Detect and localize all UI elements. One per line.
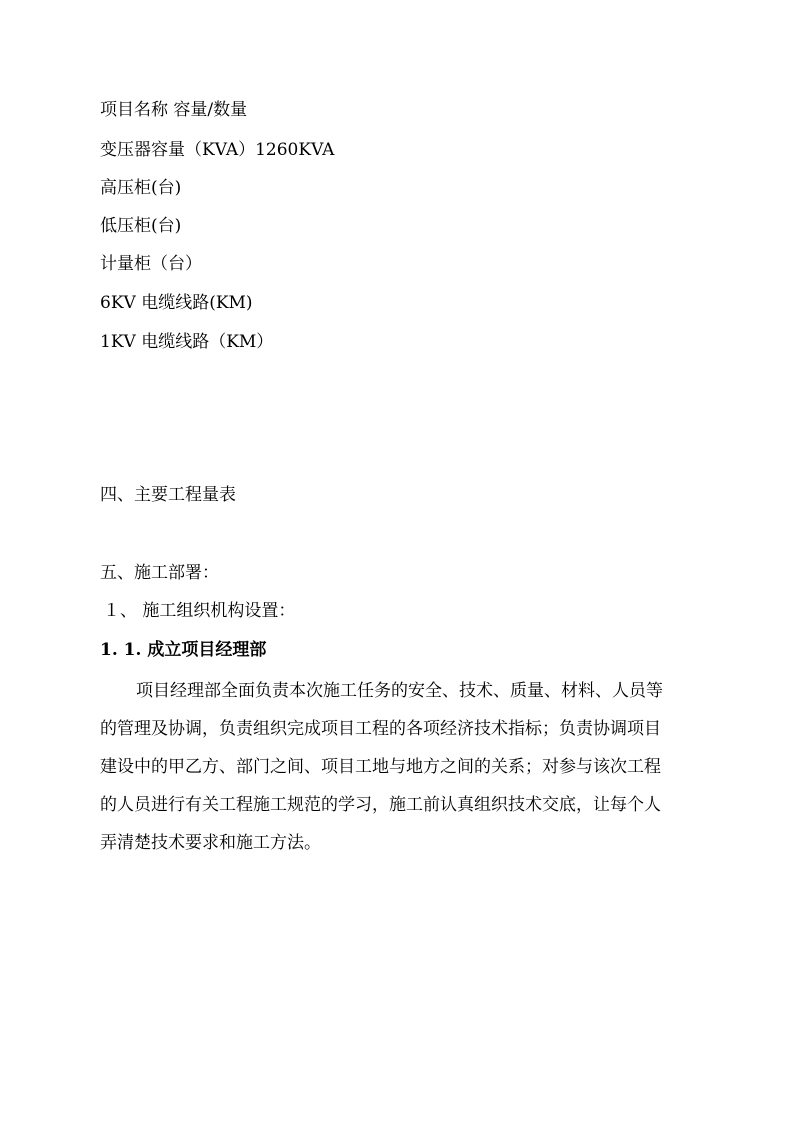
low-voltage-cabinet-line: 低压柜(台)	[100, 216, 182, 236]
high-voltage-cabinet-line: 高压柜(台)	[100, 178, 182, 198]
paragraph-line: 弄清楚技术要求和施工方法。	[100, 833, 321, 853]
paragraph-line: 的人员进行有关工程施工规范的学习，施工前认真组织技术交底，让每个人	[100, 795, 661, 815]
table-header-line: 项目名称 容量/数量	[100, 100, 248, 120]
paragraph-line: 项目经理部全面负责本次施工任务的安全、技术、质量、材料、人员等	[136, 681, 663, 701]
subsection-1-1-heading: 1. 1. 成立项目经理部	[100, 640, 267, 660]
paragraph-line: 的管理及协调，负责组织完成项目工程的各项经济技术指标；负责协调项目	[100, 719, 661, 739]
metering-cabinet-line: 计量柜（台）	[100, 254, 202, 274]
transformer-capacity-line: 变压器容量（KVA）1260KVA	[100, 140, 335, 160]
subsection-1-heading: １、 施工组织机构设置：	[103, 601, 296, 621]
cable-6kv-line: 6KV 电缆线路(KM)	[100, 293, 253, 313]
project-department-paragraph	[100, 672, 715, 862]
section-4-heading: 四、主要工程量表	[100, 485, 236, 505]
section-5-heading: 五、施工部署：	[100, 563, 219, 583]
cable-1kv-line: 1KV 电缆线路（KM）	[100, 332, 274, 352]
paragraph-line: 建设中的甲乙方、部门之间、项目工地与地方之间的关系；对参与该次工程	[100, 757, 661, 777]
